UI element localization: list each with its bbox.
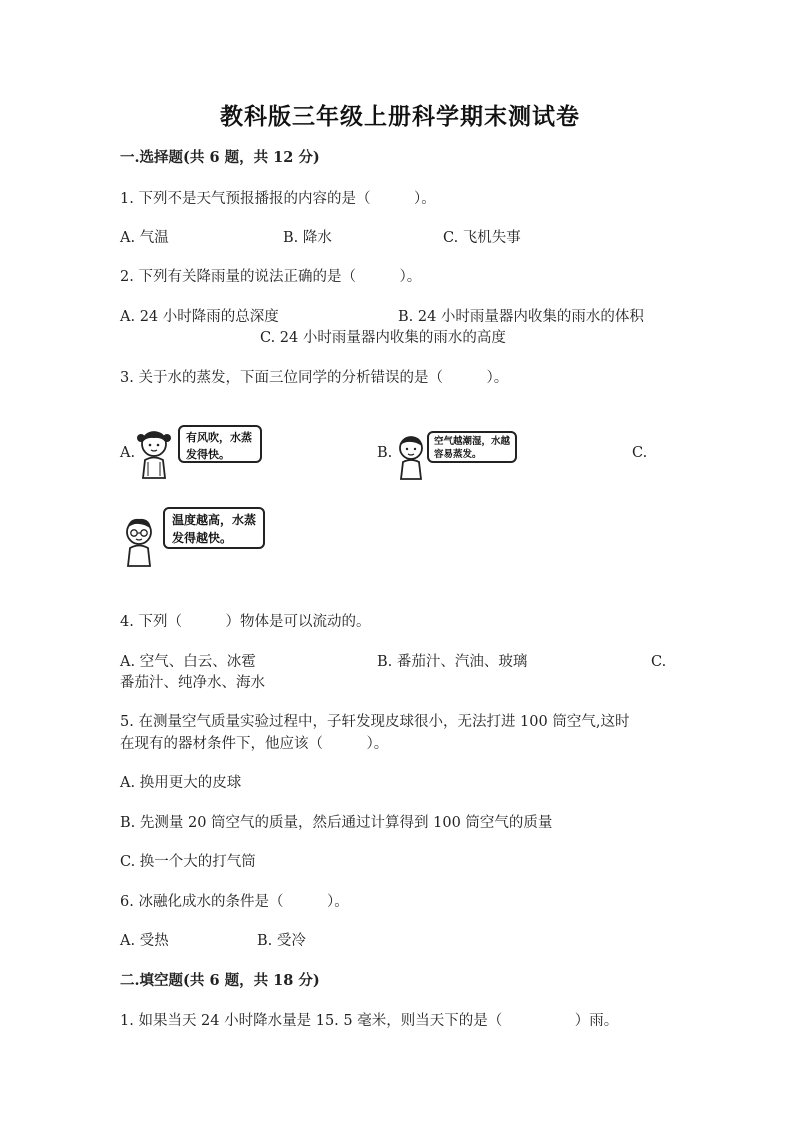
q1-option-a: A. 气温	[120, 230, 169, 246]
question-4: 4. 下列（ ）物体是可以流动的。	[120, 614, 371, 630]
q2-option-a: A. 24 小时降雨的总深度	[120, 309, 279, 325]
q5-option-a: A. 换用更大的皮球	[120, 775, 242, 791]
speech-bubble-c: 温度越高，水蒸发得越快。	[163, 507, 265, 549]
q4-option-a: A. 空气、白云、冰雹	[120, 654, 256, 670]
speech-bubble-b: 空气越潮湿，水越容易蒸发。	[427, 431, 517, 463]
speech-bubble-a: 有风吹，水蒸发得快。	[178, 425, 262, 463]
question-3: 3. 关于水的蒸发，下面三位同学的分析错误的是（ ）。	[120, 370, 509, 386]
section-heading-fill-in: 二.填空题(共 6 题，共 18 分)	[120, 972, 320, 989]
q3-option-a-label: A.	[120, 445, 136, 461]
question-6: 6. 冰融化成水的条件是（ ）。	[120, 894, 349, 910]
q6-option-a: A. 受热	[120, 933, 169, 949]
q1-option-b: B. 降水	[283, 230, 332, 246]
q1-option-c: C. 飞机失事	[443, 230, 521, 246]
q2-option-b: B. 24 小时雨量器内收集的雨水的体积	[398, 309, 644, 325]
question-5-line-1: 5. 在测量空气质量实验过程中，子轩发现皮球很小，无法打进 100 筒空气,这时	[120, 714, 630, 730]
fill-question-1: 1. 如果当天 24 小时降水量是 15. 5 毫米，则当天下的是（ ）雨。	[120, 1013, 619, 1029]
q5-option-b: B. 先测量 20 筒空气的质量，然后通过计算得到 100 筒空气的质量	[120, 815, 553, 831]
question-2: 2. 下列有关降雨量的说法正确的是（ ）。	[120, 269, 422, 285]
q6-option-b: B. 受冷	[257, 933, 306, 949]
q2-option-c: C. 24 小时雨量器内收集的雨水的高度	[260, 330, 506, 346]
boy-with-glasses-icon	[119, 516, 159, 568]
q3-option-c-label: C.	[632, 445, 648, 461]
q4-option-c: 番茄汁、纯净水、海水	[120, 675, 265, 691]
question-5-line-2: 在现有的器材条件下，他应该（ ）。	[120, 736, 389, 752]
question-1: 1. 下列不是天气预报播报的内容的是（ ）。	[120, 191, 436, 207]
page-title: 教科版三年级上册科学期末测试卷	[220, 103, 580, 130]
girl-student-icon	[134, 428, 174, 480]
section-heading-choice: 一.选择题(共 6 题，共 12 分)	[120, 149, 320, 166]
q4-option-b: B. 番茄汁、汽油、玻璃	[377, 654, 528, 670]
q3-option-b-label: B.	[377, 445, 393, 461]
q5-option-c: C. 换一个大的打气筒	[120, 854, 256, 870]
boy-student-icon	[393, 434, 429, 480]
q4-option-c-label: C.	[651, 654, 667, 670]
